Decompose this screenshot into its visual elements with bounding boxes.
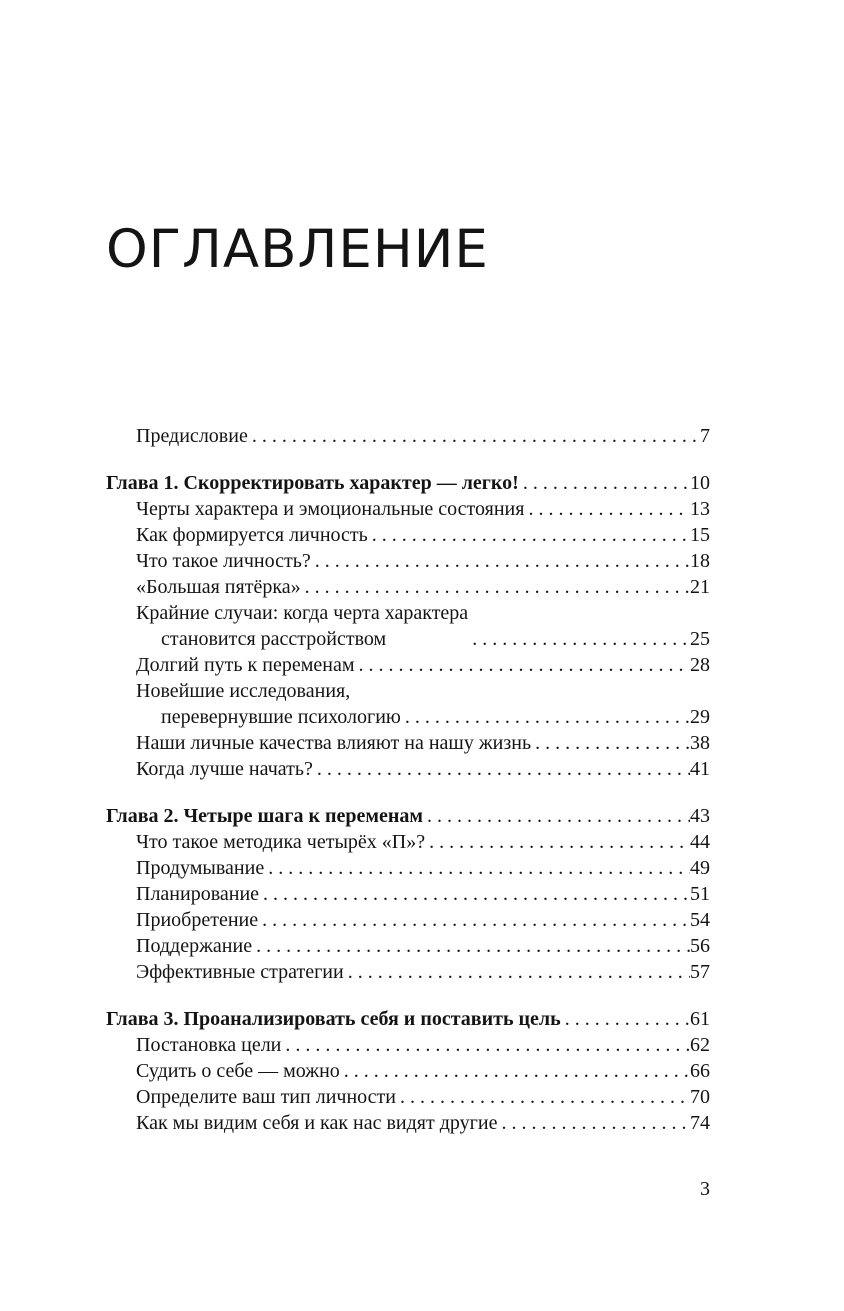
toc-section: [106, 803, 710, 985]
entry-page-number: 13: [690, 498, 710, 520]
dot-leader: [368, 522, 690, 548]
dot-leader: [423, 803, 690, 829]
dot-leader: [396, 1084, 690, 1110]
entry-title: [136, 756, 313, 782]
dot-leader: [354, 652, 690, 678]
toc-chapter-entry[interactable]: [106, 470, 710, 496]
dot-leader: [425, 829, 690, 855]
entry-title-line: Планирование: [136, 883, 260, 905]
dot-leader: [524, 496, 690, 522]
toc-section: [106, 1006, 710, 1136]
toc-entry[interactable]: [106, 522, 710, 548]
dot-leader: [340, 1058, 690, 1084]
entry-title: [136, 652, 354, 678]
toc-entry[interactable]: [106, 652, 710, 678]
toc-chapter-entry[interactable]: [106, 1006, 710, 1032]
dot-leader: [258, 907, 690, 933]
entry-title-line: Определите ваш тип личности: [136, 1086, 396, 1108]
chapter-title: Глава 3. Проанализировать себя и поставить цель: [106, 1008, 561, 1030]
dot-leader: [497, 1110, 690, 1136]
chapter-page-number: 10: [690, 472, 710, 494]
toc-entry[interactable]: [106, 1110, 710, 1136]
entry-title: [136, 881, 259, 907]
entry-page-number: 7: [700, 425, 710, 447]
toc-entry[interactable]: [106, 1058, 710, 1084]
toc-entry[interactable]: [106, 600, 710, 652]
entry-title-line: Наши личные качества влияют на нашу жизнь: [136, 732, 532, 754]
table-of-contents: [106, 423, 710, 1157]
entry-page-number: 74: [690, 1112, 710, 1134]
dot-leader: [252, 933, 690, 959]
entry-title: [136, 600, 468, 652]
entry-title-continuation: перевернувшие психологию: [161, 706, 401, 728]
entry-page-number: 62: [690, 1034, 710, 1056]
page-number: 3: [700, 1178, 710, 1200]
entry-page-number: 38: [690, 732, 710, 754]
entry-title-line: Что такое методика четырёх «П»?: [136, 831, 426, 853]
entry-title-line: Долгий путь к переменам: [136, 654, 355, 676]
toc-entry[interactable]: [106, 678, 710, 730]
entry-title-line: Постановка цели: [136, 1034, 282, 1056]
entry-page-number: 51: [690, 883, 710, 905]
dot-leader: [301, 574, 690, 600]
entry-title: [136, 678, 401, 730]
entry-title-line: «Большая пятёрка»: [136, 576, 301, 598]
entry-title: [136, 574, 301, 600]
entry-title: [136, 1032, 281, 1058]
entry-title: [136, 855, 264, 881]
dot-leader: [344, 959, 690, 985]
entry-title-line: Поддержание: [136, 935, 253, 957]
entry-title: [136, 1058, 340, 1084]
entry-page-number: 66: [690, 1060, 710, 1082]
dot-leader: [531, 730, 690, 756]
entry-page-number: 44: [690, 831, 710, 853]
entry-page-number: 28: [690, 654, 710, 676]
page-title: ОГЛАВЛЕНИЕ: [106, 219, 489, 280]
entry-title: [136, 730, 531, 756]
entry-title: [136, 829, 425, 855]
entry-title-line: Когда лучше начать?: [136, 758, 313, 780]
toc-entry[interactable]: [106, 574, 710, 600]
toc-section: [106, 470, 710, 782]
dot-leader: [561, 1006, 690, 1032]
entry-title: [136, 1110, 497, 1136]
toc-entry[interactable]: [106, 1084, 710, 1110]
entry-title-continuation: становится расстройством: [161, 628, 387, 650]
toc-entry[interactable]: [106, 829, 710, 855]
toc-entry[interactable]: [106, 933, 710, 959]
entry-title-line: Как формируется личность: [136, 524, 368, 546]
entry-title: [136, 1084, 396, 1110]
chapter-page-number: 61: [690, 1008, 710, 1030]
toc-chapter-entry[interactable]: [106, 803, 710, 829]
entry-title-line: Как мы видим себя и как нас видят другие: [136, 1112, 498, 1134]
dot-leader: [313, 756, 690, 782]
entry-page-number: 21: [690, 576, 710, 598]
chapter-title: Глава 2. Четыре шага к переменам: [106, 805, 424, 827]
entry-title: [136, 548, 311, 574]
toc-entry[interactable]: [106, 1032, 710, 1058]
toc-entry[interactable]: [106, 496, 710, 522]
dot-leader: [311, 548, 690, 574]
entry-title: [136, 907, 258, 933]
entry-page-number: 70: [690, 1086, 710, 1108]
entry-title-line: Судить о себе — можно: [136, 1060, 340, 1082]
toc-entry[interactable]: [106, 959, 710, 985]
entry-page-number: 41: [690, 758, 710, 780]
entry-title: [136, 959, 344, 985]
entry-page-number: 29: [690, 706, 710, 728]
toc-entry[interactable]: [106, 756, 710, 782]
entry-title: [136, 496, 524, 522]
toc-entry[interactable]: [106, 548, 710, 574]
toc-entry[interactable]: [106, 855, 710, 881]
dot-leader: [519, 470, 690, 496]
entry-page-number: 54: [690, 909, 710, 931]
entry-title: [136, 933, 252, 959]
entry-page-number: 25: [690, 628, 710, 650]
entry-title-line: Крайние случаи: когда черта характера: [136, 602, 469, 624]
entry-title-line: Что такое личность?: [136, 550, 311, 572]
toc-entry[interactable]: [106, 881, 710, 907]
entry-page-number: 15: [690, 524, 710, 546]
entry-page-number: 56: [690, 935, 710, 957]
entry-title: [136, 423, 248, 449]
dot-leader: [248, 423, 700, 449]
entry-page-number: 18: [690, 550, 710, 572]
entry-title-line: Продумывание: [136, 857, 265, 879]
entry-title-line: Эффективные стратегии: [136, 961, 344, 983]
entry-page-number: 49: [690, 857, 710, 879]
entry-page-number: 57: [690, 961, 710, 983]
dot-leader: [401, 704, 690, 730]
entry-title-line: Новейшие исследования,: [136, 680, 351, 702]
toc-entry[interactable]: [106, 907, 710, 933]
entry-title-line: Предисловие: [136, 425, 248, 447]
entry-title: [136, 522, 368, 548]
entry-title-line: Черты характера и эмоциональные состояния: [136, 498, 525, 520]
dot-leader: [264, 855, 690, 881]
toc-section: [106, 423, 710, 449]
chapter-title: Глава 1. Скорректировать характер — легко!: [106, 472, 519, 494]
dot-leader: [259, 881, 690, 907]
toc-entry[interactable]: [106, 423, 710, 449]
chapter-page-number: 43: [690, 805, 710, 827]
entry-title-line: Приобретение: [136, 909, 259, 931]
toc-entry[interactable]: [106, 730, 710, 756]
dot-leader: [281, 1032, 690, 1058]
dot-leader: [468, 626, 690, 652]
